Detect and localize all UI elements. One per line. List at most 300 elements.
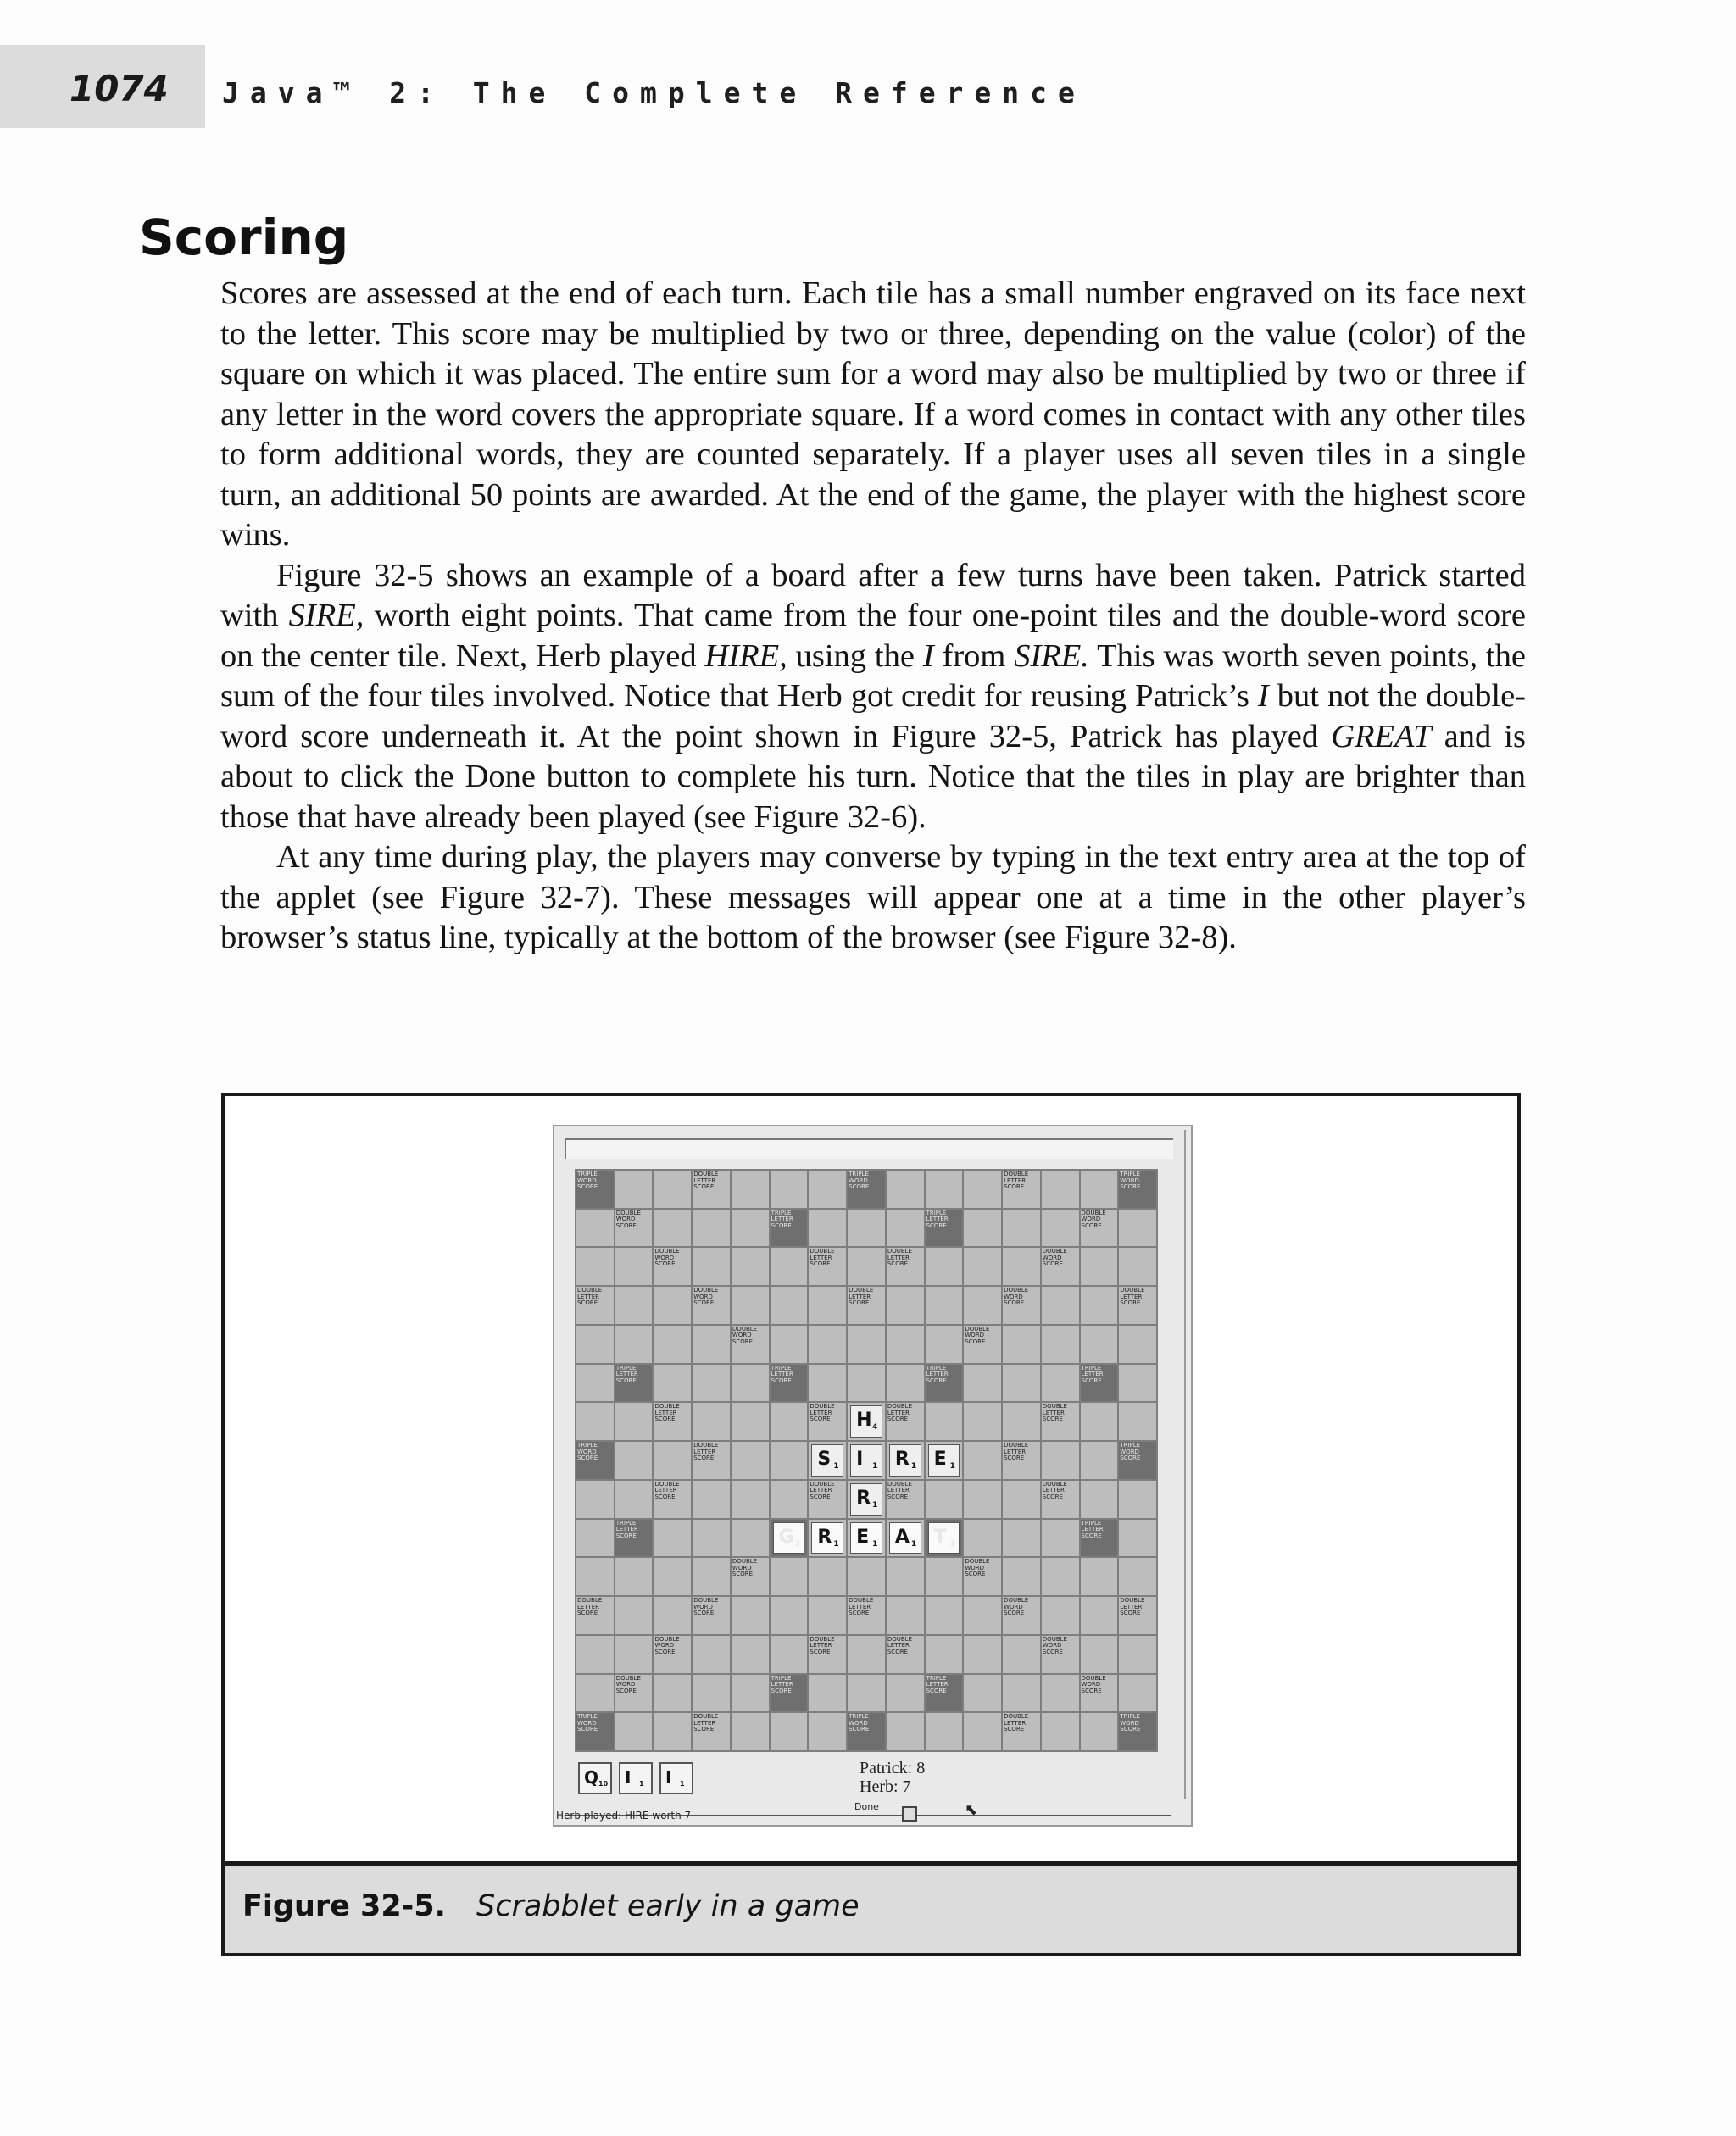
rack-tile[interactable] (659, 1762, 693, 1794)
board-square-tws[interactable] (1119, 1442, 1156, 1479)
board-square[interactable] (732, 1675, 769, 1712)
board-square[interactable] (732, 1520, 769, 1557)
board-square[interactable] (1003, 1636, 1040, 1673)
board-square[interactable] (693, 1675, 730, 1712)
board-square[interactable] (848, 1365, 885, 1402)
board-square[interactable] (732, 1403, 769, 1440)
placed-tile[interactable] (850, 1522, 882, 1555)
board-square-dls[interactable] (576, 1287, 614, 1324)
board-square[interactable] (809, 1442, 846, 1479)
board-square[interactable] (771, 1713, 808, 1750)
board-square[interactable] (1003, 1481, 1040, 1518)
board-square[interactable] (1081, 1326, 1118, 1363)
premium-label: DOUBLE LETTER SCORE (849, 1597, 874, 1617)
board-square[interactable] (1042, 1365, 1079, 1402)
board-square-tls[interactable] (771, 1520, 808, 1557)
board-square[interactable] (693, 1365, 730, 1402)
premium-label: DOUBLE WORD SCORE (965, 1325, 990, 1345)
board-square[interactable] (809, 1675, 846, 1712)
premium-label: DOUBLE WORD SCORE (615, 1674, 641, 1694)
board-square[interactable] (887, 1210, 924, 1247)
premium-label: DOUBLE WORD SCORE (1081, 1674, 1106, 1694)
board-square[interactable] (1119, 1520, 1156, 1557)
board-square[interactable] (964, 1597, 1001, 1634)
board-square[interactable] (1081, 1248, 1118, 1285)
figure-32-5 (221, 1093, 1521, 1956)
board-square[interactable] (654, 1171, 691, 1208)
board-square-dls[interactable] (693, 1442, 730, 1479)
p2-text: but not the double-word score underneath it. At the point shown in Figure 32-5, Patrick has played (220, 678, 1526, 754)
p2-text: and is about to click the Done button to complete his turn. Notice that the tiles in play are brighter than those that have already been played (see Figure 32-6). (220, 718, 1526, 835)
board-square-dws[interactable] (1003, 1287, 1040, 1324)
board-square[interactable] (1042, 1326, 1079, 1363)
board-square[interactable] (1003, 1210, 1040, 1247)
board-square[interactable] (848, 1442, 885, 1479)
premium-label: DOUBLE WORD SCORE (1042, 1635, 1067, 1655)
premium-label: DOUBLE WORD SCORE (1004, 1597, 1029, 1617)
board-square-tls[interactable] (926, 1520, 963, 1557)
p2-italic: I (1257, 678, 1269, 714)
board-square[interactable] (693, 1636, 730, 1673)
board-square-dls[interactable] (887, 1481, 924, 1518)
board-square[interactable] (615, 1171, 653, 1208)
board-square[interactable] (771, 1403, 808, 1440)
board-square-dls[interactable] (654, 1403, 691, 1440)
board-square[interactable] (1003, 1365, 1040, 1402)
tile-letter: H (856, 1410, 872, 1432)
board-square[interactable] (693, 1248, 730, 1285)
board-square[interactable] (1003, 1520, 1040, 1557)
board-square[interactable] (1042, 1520, 1079, 1557)
board-square[interactable] (771, 1481, 808, 1518)
board-square[interactable] (615, 1403, 653, 1440)
tile-letter: G (778, 1526, 794, 1548)
board-square-dls[interactable] (654, 1481, 691, 1518)
premium-label: TRIPLE WORD SCORE (577, 1713, 598, 1733)
paragraph-1: Scores are assessed at the end of each turn. Each tile has a small number engraved on its face next to the letter. This score may be multiplied by two or three, depending on the value (color) of the square on which it was placed. The entire sum for a word may also be multiplied by two or three if any letter in the word covers the appropriate square. If a word comes in contact with any other tiles to form additional words, they are counted separately. If a player uses all seven tiles in a single turn, an additional 50 points are awarded. At the end of the game, the player with the highest score wins. (220, 275, 1526, 553)
board-square[interactable] (964, 1675, 1001, 1712)
board-square-dls[interactable] (693, 1171, 730, 1208)
board-square[interactable] (654, 1558, 691, 1595)
board-square[interactable] (771, 1326, 808, 1363)
premium-label: DOUBLE LETTER SCORE (849, 1287, 874, 1307)
board-square[interactable] (809, 1210, 846, 1247)
board-square[interactable] (615, 1597, 653, 1634)
board-square[interactable] (1081, 1442, 1118, 1479)
board-square[interactable] (964, 1210, 1001, 1247)
board-square[interactable] (1081, 1636, 1118, 1673)
board-square-dls[interactable] (1042, 1403, 1079, 1440)
board-square-dls[interactable] (887, 1403, 924, 1440)
board-square-dls[interactable] (1003, 1442, 1040, 1479)
board-square[interactable] (1042, 1287, 1079, 1324)
board-square[interactable] (576, 1210, 614, 1247)
board-square[interactable] (654, 1597, 691, 1634)
board-square[interactable] (887, 1675, 924, 1712)
board-square[interactable] (809, 1287, 846, 1324)
board-square-dls[interactable] (576, 1597, 614, 1634)
board-square-tws[interactable] (1119, 1713, 1156, 1750)
board-square[interactable] (1119, 1636, 1156, 1673)
board-square-tws[interactable] (576, 1171, 614, 1208)
p2-italic: SIRE. (1014, 637, 1089, 674)
board-square-dls[interactable] (887, 1248, 924, 1285)
p2-italic: HIRE, (704, 637, 787, 674)
board-square[interactable] (1081, 1713, 1118, 1750)
board-square[interactable] (887, 1558, 924, 1595)
board-square[interactable] (576, 1558, 614, 1595)
board-square[interactable] (615, 1481, 653, 1518)
board-square[interactable] (1003, 1558, 1040, 1595)
board-square[interactable] (926, 1403, 963, 1440)
board-square[interactable] (848, 1210, 885, 1247)
board-square[interactable] (654, 1365, 691, 1402)
board-square[interactable] (693, 1520, 730, 1557)
board-square[interactable] (615, 1248, 653, 1285)
board-square[interactable] (887, 1597, 924, 1634)
board-square[interactable] (576, 1326, 614, 1363)
board-square[interactable] (615, 1636, 653, 1673)
board-square-dws[interactable] (654, 1636, 691, 1673)
tile-points: 4 (872, 1423, 878, 1432)
board-square[interactable] (693, 1210, 730, 1247)
board-square[interactable] (693, 1403, 730, 1440)
board-square[interactable] (809, 1326, 846, 1363)
board-square[interactable] (771, 1558, 808, 1595)
board-square-dws[interactable] (1042, 1636, 1079, 1673)
premium-label: DOUBLE LETTER SCORE (887, 1635, 913, 1655)
board-square-dws[interactable] (964, 1558, 1001, 1595)
board-square[interactable] (654, 1442, 691, 1479)
board-square[interactable] (693, 1481, 730, 1518)
board-square[interactable] (654, 1210, 691, 1247)
placed-tile[interactable] (928, 1522, 960, 1555)
placed-tile[interactable] (850, 1444, 882, 1477)
board-square[interactable] (771, 1442, 808, 1479)
tile-letter: I (665, 1767, 672, 1788)
board-square[interactable] (809, 1597, 846, 1634)
board-square[interactable] (732, 1713, 769, 1750)
tile-points: 10 (598, 1780, 609, 1788)
premium-label: DOUBLE WORD SCORE (732, 1325, 758, 1345)
board-square-dls[interactable] (809, 1481, 846, 1518)
tile-points: 1 (949, 1539, 955, 1549)
board-square[interactable] (964, 1287, 1001, 1324)
premium-label: DOUBLE LETTER SCORE (1120, 1597, 1145, 1617)
tile-points: 1 (872, 1500, 878, 1510)
premium-label: DOUBLE LETTER SCORE (654, 1480, 680, 1500)
board-square-dws[interactable] (732, 1558, 769, 1595)
board-square[interactable] (615, 1713, 653, 1750)
board-square[interactable] (964, 1403, 1001, 1440)
premium-label: DOUBLE WORD SCORE (654, 1635, 680, 1655)
board-square[interactable] (1042, 1558, 1079, 1595)
figure-caption-text: Scrabblet early in a game (476, 1889, 860, 1923)
board-square[interactable] (1003, 1403, 1040, 1440)
board-square-dls[interactable] (1042, 1481, 1079, 1518)
board-square-tws[interactable] (848, 1171, 885, 1208)
board-square[interactable] (1081, 1287, 1118, 1324)
board-square-dws[interactable] (1003, 1597, 1040, 1634)
board-square[interactable] (732, 1365, 769, 1402)
board-square[interactable] (887, 1442, 924, 1479)
board-square-dls[interactable] (1119, 1597, 1156, 1634)
premium-label: DOUBLE LETTER SCORE (810, 1635, 835, 1655)
board-square-dws[interactable] (732, 1326, 769, 1363)
board-square[interactable] (732, 1248, 769, 1285)
board-square-tls[interactable] (926, 1210, 963, 1247)
board-square[interactable] (1003, 1326, 1040, 1363)
board-square-dws[interactable] (615, 1675, 653, 1712)
board-square[interactable] (848, 1636, 885, 1673)
board-square[interactable] (693, 1558, 730, 1595)
board-square-tws[interactable] (848, 1713, 885, 1750)
board-square[interactable] (654, 1675, 691, 1712)
board-square[interactable] (576, 1520, 614, 1557)
board-square[interactable] (1119, 1365, 1156, 1402)
placed-tile[interactable] (811, 1444, 843, 1477)
board-square[interactable] (887, 1171, 924, 1208)
chat-text-entry[interactable] (565, 1138, 1173, 1159)
board-square[interactable] (771, 1171, 808, 1208)
board-square[interactable] (809, 1558, 846, 1595)
section-heading: Scoring (139, 209, 349, 266)
board-square-tls[interactable] (615, 1365, 653, 1402)
board-square[interactable] (771, 1248, 808, 1285)
board-square[interactable] (964, 1442, 1001, 1479)
figure-caption (225, 1861, 1517, 1953)
board-square-dls[interactable] (693, 1713, 730, 1750)
board-square[interactable] (809, 1520, 846, 1557)
board-square[interactable] (809, 1171, 846, 1208)
board-square[interactable] (1119, 1248, 1156, 1285)
board-square-tls[interactable] (771, 1365, 808, 1402)
placed-tile[interactable] (850, 1405, 882, 1438)
board-square[interactable] (809, 1713, 846, 1750)
board-square[interactable] (732, 1597, 769, 1634)
tile-letter: R (856, 1487, 871, 1509)
premium-label: DOUBLE LETTER SCORE (1004, 1442, 1029, 1462)
premium-label: DOUBLE WORD SCORE (1081, 1209, 1106, 1229)
board-square[interactable] (926, 1287, 963, 1324)
board-square[interactable] (732, 1481, 769, 1518)
board-square[interactable] (887, 1365, 924, 1402)
board-square[interactable] (1003, 1248, 1040, 1285)
premium-label: TRIPLE LETTER SCORE (1081, 1519, 1104, 1539)
board-square[interactable] (732, 1171, 769, 1208)
board-square[interactable] (576, 1248, 614, 1285)
board-square-tws[interactable] (1119, 1171, 1156, 1208)
premium-label: DOUBLE LETTER SCORE (654, 1403, 680, 1423)
board-square[interactable] (848, 1675, 885, 1712)
board-square[interactable] (654, 1713, 691, 1750)
board-square-dws[interactable] (1081, 1210, 1118, 1247)
board-square[interactable] (732, 1636, 769, 1673)
board-square-dws[interactable] (693, 1287, 730, 1324)
placed-tile[interactable] (928, 1444, 960, 1477)
board-square[interactable] (964, 1520, 1001, 1557)
premium-label: TRIPLE LETTER SCORE (771, 1364, 793, 1384)
board-square[interactable] (615, 1558, 653, 1595)
tile-points: 1 (910, 1539, 917, 1549)
board-square[interactable] (771, 1597, 808, 1634)
board-square-tls[interactable] (1081, 1365, 1118, 1402)
board-square[interactable] (615, 1326, 653, 1363)
tile-points: 1 (910, 1462, 917, 1471)
placed-tile[interactable] (773, 1522, 805, 1555)
board-square[interactable] (732, 1442, 769, 1479)
premium-label: DOUBLE LETTER SCORE (693, 1171, 719, 1190)
board-square[interactable] (1081, 1558, 1118, 1595)
board-square[interactable] (1042, 1171, 1079, 1208)
tile-letter: E (933, 1449, 947, 1471)
board-square-tls[interactable] (926, 1675, 963, 1712)
board-square[interactable] (964, 1481, 1001, 1518)
board-square[interactable] (964, 1636, 1001, 1673)
board-square-tls[interactable] (771, 1210, 808, 1247)
board-square[interactable] (1042, 1597, 1079, 1634)
premium-label: DOUBLE WORD SCORE (965, 1558, 990, 1578)
board-square[interactable] (848, 1403, 885, 1440)
board-square[interactable] (576, 1365, 614, 1402)
running-head: Java™ 2: The Complete Reference (222, 76, 1086, 109)
premium-label: TRIPLE WORD SCORE (849, 1713, 870, 1733)
board-square-dls[interactable] (1003, 1171, 1040, 1208)
tile-letter: T (933, 1526, 947, 1548)
board-square-dls[interactable] (809, 1636, 846, 1673)
premium-label: TRIPLE LETTER SCORE (771, 1209, 793, 1229)
board-square[interactable] (848, 1248, 885, 1285)
board-square-tws[interactable] (576, 1713, 614, 1750)
board-square[interactable] (1081, 1403, 1118, 1440)
paragraph-2 (220, 556, 1526, 838)
board-square-dws[interactable] (1081, 1675, 1118, 1712)
board-square-dws[interactable] (615, 1210, 653, 1247)
board-square[interactable] (615, 1287, 653, 1324)
board-square[interactable] (1042, 1442, 1079, 1479)
board-square[interactable] (1119, 1326, 1156, 1363)
applet-scrollbar[interactable] (1184, 1130, 1194, 1799)
board-square[interactable] (1042, 1210, 1079, 1247)
board-square-tls[interactable] (615, 1520, 653, 1557)
board-square-dls[interactable] (1119, 1287, 1156, 1324)
board-square[interactable] (964, 1248, 1001, 1285)
board-square-dls[interactable] (809, 1248, 846, 1285)
board-square[interactable] (576, 1675, 614, 1712)
board-square[interactable] (732, 1210, 769, 1247)
board-square[interactable] (1119, 1481, 1156, 1518)
board-square-dls[interactable] (848, 1597, 885, 1634)
board-square[interactable] (926, 1481, 963, 1518)
board-square[interactable] (926, 1171, 963, 1208)
board-square[interactable] (887, 1287, 924, 1324)
premium-label: TRIPLE WORD SCORE (1120, 1171, 1141, 1190)
board-square[interactable] (576, 1403, 614, 1440)
board-square[interactable] (1119, 1558, 1156, 1595)
board-square[interactable] (1081, 1597, 1118, 1634)
board-square-tls[interactable] (1081, 1520, 1118, 1557)
board-square[interactable] (964, 1365, 1001, 1402)
board-square[interactable] (887, 1326, 924, 1363)
board-square[interactable] (926, 1442, 963, 1479)
board-square[interactable] (615, 1442, 653, 1479)
board-square[interactable] (576, 1636, 614, 1673)
board-square[interactable] (926, 1326, 963, 1363)
board-square[interactable] (926, 1558, 963, 1595)
board-square[interactable] (887, 1713, 924, 1750)
board-square[interactable] (693, 1326, 730, 1363)
board-square-tls[interactable] (926, 1365, 963, 1402)
board-square[interactable] (1081, 1171, 1118, 1208)
board-square[interactable] (887, 1520, 924, 1557)
premium-label: DOUBLE LETTER SCORE (1042, 1403, 1067, 1423)
board-square-dls[interactable] (887, 1636, 924, 1673)
premium-label: TRIPLE LETTER SCORE (926, 1364, 949, 1384)
board-square-dws[interactable] (654, 1248, 691, 1285)
board-square[interactable] (809, 1365, 846, 1402)
tile-letter: A (894, 1526, 910, 1548)
board-square[interactable] (771, 1636, 808, 1673)
rack-tile[interactable] (578, 1762, 612, 1794)
premium-label: DOUBLE LETTER SCORE (693, 1713, 719, 1733)
board-square[interactable] (654, 1520, 691, 1557)
board-square[interactable] (964, 1171, 1001, 1208)
board-square[interactable] (1119, 1403, 1156, 1440)
herb-score: Herb: 7 (860, 1777, 911, 1796)
board-square[interactable] (848, 1481, 885, 1518)
board-square[interactable] (654, 1326, 691, 1363)
board-square-tls[interactable] (771, 1675, 808, 1712)
premium-label: TRIPLE WORD SCORE (849, 1171, 870, 1190)
placed-tile[interactable] (889, 1444, 921, 1477)
board-square[interactable] (926, 1597, 963, 1634)
page-number: 1074 (70, 68, 169, 109)
board-square[interactable] (1042, 1713, 1079, 1750)
board-square-dls[interactable] (848, 1287, 885, 1324)
board-square[interactable] (1042, 1675, 1079, 1712)
p2-text: from (933, 637, 1015, 674)
placed-tile[interactable] (889, 1522, 921, 1555)
board-square[interactable] (926, 1636, 963, 1673)
board-square[interactable] (926, 1248, 963, 1285)
board-square[interactable] (654, 1287, 691, 1324)
board-square[interactable] (1119, 1675, 1156, 1712)
board-square[interactable] (1119, 1210, 1156, 1247)
board-square[interactable] (926, 1713, 963, 1750)
board-square[interactable] (1003, 1675, 1040, 1712)
figure-label: Figure 32-5. (242, 1889, 446, 1923)
board-square[interactable] (771, 1287, 808, 1324)
board-square-dls[interactable] (809, 1403, 846, 1440)
placed-tile[interactable] (811, 1522, 843, 1555)
board-square-dls[interactable] (1003, 1713, 1040, 1750)
board-square-tws[interactable] (576, 1442, 614, 1479)
board-square[interactable] (964, 1713, 1001, 1750)
board-square[interactable] (1081, 1481, 1118, 1518)
board-square[interactable] (848, 1558, 885, 1595)
board-square-dws[interactable] (693, 1597, 730, 1634)
mouse-cursor-icon: ⬉ (965, 1801, 978, 1818)
board-square[interactable] (848, 1520, 885, 1557)
tile-letter: R (894, 1449, 910, 1471)
board-square-dws[interactable] (1042, 1248, 1079, 1285)
board-square[interactable] (732, 1287, 769, 1324)
board-square[interactable] (848, 1326, 885, 1363)
board-square-dws[interactable] (964, 1326, 1001, 1363)
placed-tile[interactable] (850, 1483, 882, 1516)
rack-tile[interactable] (619, 1762, 653, 1794)
board-square[interactable] (576, 1481, 614, 1518)
